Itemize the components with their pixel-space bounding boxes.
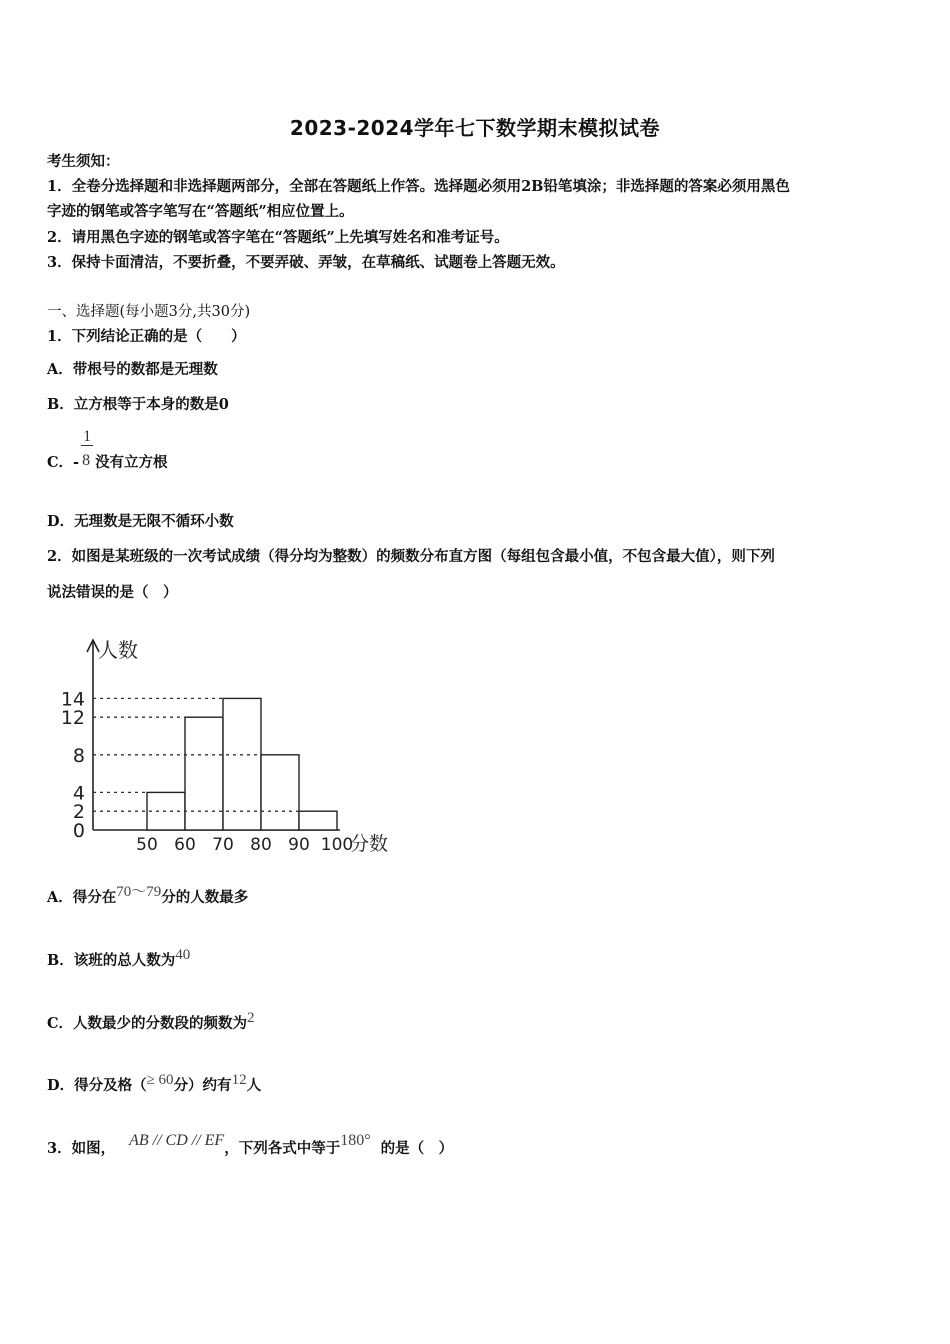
q2-option-b-value: 40 — [175, 947, 191, 963]
q3-stem — [47, 1132, 454, 1159]
q2-option-d — [47, 1072, 262, 1096]
section-heading: 一、选择题(每小题3分,共30分) — [47, 304, 251, 320]
q2-option-d-pre: D．得分及格（ — [47, 1077, 147, 1094]
q2-option-c — [47, 1010, 255, 1034]
x-tick-label: 50 — [136, 835, 158, 855]
q1-option-b: B．立方根等于本身的数是0 — [47, 396, 229, 413]
q1-stem: 1．下列结论正确的是（ ） — [47, 328, 246, 345]
x-tick-label: 100 — [320, 835, 354, 855]
x-tick-label: 80 — [250, 835, 272, 855]
q1-option-c-prefix: C．- — [47, 454, 80, 471]
y-tick-label: 4 — [72, 782, 85, 805]
y-tick-label: 2 — [72, 801, 85, 824]
q2-option-c-pre: C．人数最少的分数段的频数为 — [47, 1015, 248, 1032]
x-tick-label: 60 — [174, 835, 196, 855]
q1-option-c-suffix: 没有立方根 — [95, 454, 168, 471]
q2-option-d-count: 12 — [231, 1072, 247, 1088]
q2-stem-line-1: 2．如图是某班级的一次考试成绩（得分均为整数）的频数分布直方图（每组包含最小值，不包含最大值），则下列 — [47, 548, 775, 565]
q2-option-a-post: 分的人数最多 — [161, 889, 249, 906]
q2-option-d-ge60: ≥ 60 — [146, 1072, 174, 1088]
fraction-bar — [81, 445, 93, 446]
x-tick-label: 70 — [212, 835, 234, 855]
fraction-denominator: 8 — [82, 452, 91, 469]
histogram-bar — [185, 717, 223, 830]
chart-y-axis-label: 人数 — [98, 638, 138, 662]
histogram-bar — [261, 755, 299, 830]
q3-stem-mid: ，下列各式中等于 — [224, 1140, 341, 1157]
y-tick-label: 12 — [60, 707, 85, 730]
q2-option-a — [47, 884, 249, 908]
chart-x-axis-label: 分数 — [350, 833, 389, 855]
y-tick-label: 14 — [60, 688, 85, 711]
histogram-bar — [299, 811, 337, 830]
fraction-numerator: 1 — [83, 428, 92, 445]
q3-value-180: 180° — [340, 1132, 371, 1149]
histogram-chart — [50, 628, 410, 868]
q1-option-a: A．带根号的数都是无理数 — [47, 361, 218, 378]
q2-stem-line-2: 说法错误的是（ ） — [47, 584, 178, 601]
chart-y-ticks — [61, 688, 85, 842]
q2-option-a-range: 70～79 — [116, 884, 162, 900]
q1-option-c — [47, 428, 168, 473]
q2-option-c-value: 2 — [247, 1010, 255, 1026]
chart-bars — [93, 698, 337, 830]
q3-stem-post: 的是（ ） — [380, 1140, 454, 1157]
q2-option-a-pre: A．得分在 — [47, 889, 117, 906]
histogram-bar — [223, 698, 261, 830]
y-tick-label: 0 — [72, 820, 85, 842]
notice-line-1a: 1．全卷分选择题和非选择题两部分，全部在答题纸上作答。选择题必须用2B铅笔填涂；非选择题的答案必须用黑色 — [47, 178, 790, 195]
y-tick-label: 8 — [72, 744, 85, 767]
q2-option-d-post: 人 — [246, 1077, 262, 1094]
q3-stem-pre: 3．如图， — [47, 1140, 116, 1157]
x-tick-label: 90 — [288, 835, 310, 855]
q2-option-b-pre: B．该班的总人数为 — [47, 952, 176, 969]
page-title: 2023-2024学年七下数学期末模拟试卷 — [289, 116, 661, 140]
q3-parallel-lines: AB // CD // EF — [129, 1132, 225, 1149]
fraction-one-eighth — [79, 428, 95, 473]
q1-option-d: D．无理数是无限不循环小数 — [47, 513, 234, 530]
q2-option-d-mid: 分）约有 — [173, 1077, 232, 1094]
q2-option-b — [47, 947, 191, 971]
chart-x-ticks — [136, 835, 353, 855]
notice-heading: 考生须知： — [47, 153, 120, 170]
notice-line-2: 2．请用黑色字迹的钢笔或答字笔在“答题纸”上先填写姓名和准考证号。 — [47, 229, 509, 246]
notice-line-1b: 字迹的钢笔或答字笔写在“答题纸”相应位置上。 — [47, 203, 354, 220]
notice-line-3: 3．保持卡面清洁，不要折叠，不要弄破、弄皱，在草稿纸、试题卷上答题无效。 — [47, 254, 565, 271]
